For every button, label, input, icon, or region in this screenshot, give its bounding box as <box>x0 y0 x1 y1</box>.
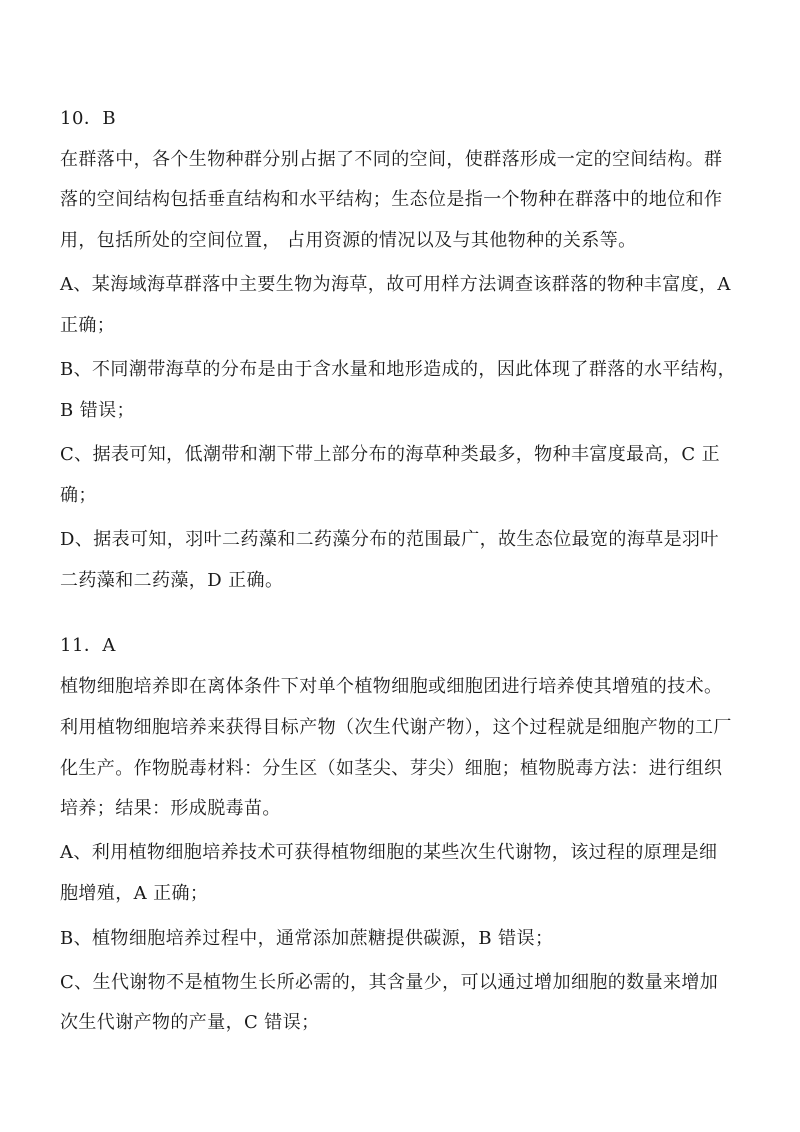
q10-line-2: 落的空间结构包括垂直结构和水平结构；生态位是指一个物种在群落中的地位和作 <box>60 189 723 210</box>
q10-line-1: 在群落中，各个生物种群分别占据了不同的空间，使群落形成一定的空间结构。群 <box>60 149 723 170</box>
q11-option-a-cont: 胞增殖，A 正确； <box>60 883 209 904</box>
question-11-header: 11．A <box>60 635 116 656</box>
q11-line-1: 植物细胞培养即在离体条件下对单个植物细胞或细胞团进行培养使其增殖的技术。 <box>60 676 723 697</box>
q11-option-a: A、利用植物细胞培养技术可获得植物细胞的某些次生代谢物，该过程的原理是细 <box>60 842 718 863</box>
q10-line-3: 用，包括所处的空间位置， 占用资源的情况以及与其他物种的关系等。 <box>60 230 637 251</box>
q11-option-c: C、生代谢物不是植物生长所必需的，其含量少，可以通过增加细胞的数量来增加 <box>60 972 719 993</box>
q10-option-c: C、据表可知，低潮带和潮下带上部分布的海草种类最多，物种丰富度最高，C 正 <box>60 444 721 465</box>
q11-line-4: 培养；结果：形成脱毒苗。 <box>60 798 281 819</box>
q10-option-a: A、某海域海草群落中主要生物为海草，故可用样方法调查该群落的物种丰富度，A <box>60 274 731 295</box>
q10-option-c-cont: 确； <box>60 485 97 506</box>
q10-option-d-cont: 二药藻和二药藻，D 正确。 <box>60 570 284 591</box>
q10-option-a-cont: 正确； <box>60 315 116 336</box>
q11-option-c-cont: 次生代谢产物的产量，C 错误； <box>60 1012 320 1033</box>
q10-option-b: B、不同潮带海草的分布是由于含水量和地形造成的，因此体现了群落的水平结构， <box>60 359 737 380</box>
question-10-header: 10．B <box>60 108 117 129</box>
q10-option-b-cont: B 错误； <box>60 400 135 421</box>
q11-line-3: 化生产。作物脱毒材料：分生区（如茎尖、芽尖）细胞；植物脱毒方法：进行组织 <box>60 758 723 779</box>
q10-option-d: D、据表可知，羽叶二药藻和二药藻分布的范围最广，故生态位最宽的海草是羽叶 <box>60 529 719 550</box>
q11-option-b: B、植物细胞培养过程中，通常添加蔗糖提供碳源，B 错误； <box>60 928 554 949</box>
q11-line-2: 利用植物细胞培养来获得目标产物（次生代谢产物），这个过程就是细胞产物的工厂 <box>60 717 732 738</box>
